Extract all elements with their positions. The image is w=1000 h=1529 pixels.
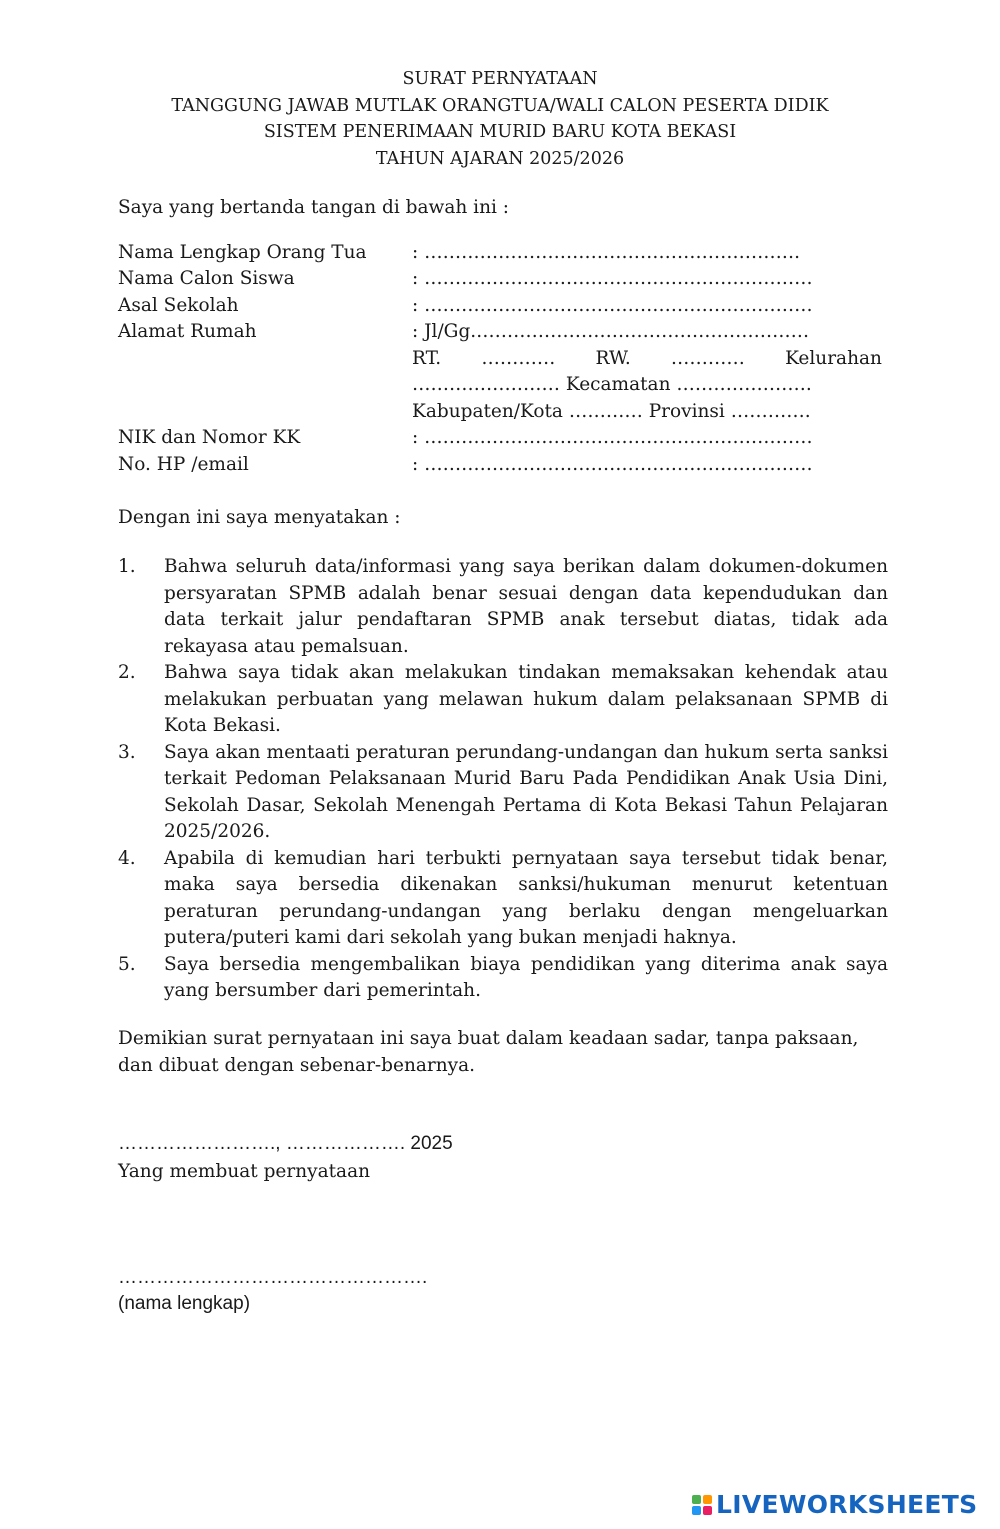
title-line-2: TANGGUNG JAWAB MUTLAK ORANGTUA/WALI CALON PESERTA DIDIK xyxy=(171,95,829,116)
list-item-text: Bahwa saya tidak akan melakukan tindakan memaksakan kehendak atau melakukan perbuatan yang melawan hukum dalam pelaksanaan SPMB di Kota Bekasi. xyxy=(164,662,888,736)
list-item-number: 3. xyxy=(118,741,136,763)
student-name-label: Nama Calon Siswa xyxy=(118,268,295,289)
list-item-text: Saya bersedia mengembalikan biaya pendidikan yang diterima anak saya yang bersumber dari pemerintah. xyxy=(164,953,888,1001)
parent-name-label: Nama Lengkap Orang Tua xyxy=(118,242,367,263)
list-item-number: 2. xyxy=(118,662,136,683)
title-line-1: SURAT PERNYATAAN xyxy=(402,69,598,89)
liveworksheets-logo-icon xyxy=(692,1495,712,1515)
list-item-text: Apabila di kemudian hari terbukti pernyataan saya tersebut tidak benar, maka saya bersedia dikenakan sanksi/hukuman menurut ketentuan peraturan perundang-undangan yang berlaku dengan mengeluarkan putera/puteri kami dari sekolah yang bukan menjadi haknya. xyxy=(164,847,888,948)
title-line-4: TAHUN AJARAN 2025/2026 xyxy=(375,148,625,169)
address-street-field[interactable]: : Jl/Gg.……………………………………………… xyxy=(412,321,810,342)
signature-name-field[interactable]: …………………………………………. xyxy=(118,1267,428,1288)
contact-field[interactable]: : ……………………………………………………… xyxy=(412,454,813,475)
address-kabupaten-field[interactable]: Kabupaten/Kota ………… Provinsi …………. xyxy=(412,401,811,422)
list-item xyxy=(118,554,888,660)
list-item xyxy=(118,846,888,952)
school-label: Asal Sekolah xyxy=(118,295,239,316)
watermark-text: LIVEWORKSHEETS xyxy=(716,1490,978,1519)
signer-role: Yang membuat pernyataan xyxy=(118,1161,371,1182)
list-item xyxy=(118,660,888,740)
nik-field[interactable]: : ……………………………………………………… xyxy=(412,427,813,448)
full-name-hint: (nama lengkap) xyxy=(118,1293,251,1314)
statement-intro: Dengan ini saya menyatakan : xyxy=(118,507,401,528)
contact-label: No. HP /email xyxy=(118,454,249,475)
nik-label: NIK dan Nomor KK xyxy=(118,427,301,448)
liveworksheets-watermark xyxy=(692,1490,977,1519)
list-item-text: Saya akan mentaati peraturan perundang-undangan dan hukum serta sanksi terkait Pedoman Pelaksanaan Murid Baru Pada Pendidikan Anak Usia Dini, Sekolah Dasar, Sekolah Menengah Pertama di Kota Bekasi Tahun Pelajaran 2025/2026. xyxy=(164,741,888,842)
list-item xyxy=(118,740,888,846)
address-kelurahan-label: Kelurahan xyxy=(785,348,882,369)
title-line-3: SISTEM PENERIMAAN MURID BARU KOTA BEKASI xyxy=(263,122,737,142)
list-item-number: 5. xyxy=(118,953,136,975)
list-item-number: 1. xyxy=(118,556,136,577)
address-rw-label: RW. xyxy=(595,348,631,369)
list-item-text: Bahwa seluruh data/informasi yang saya berikan dalam dokumen-dokumen persyaratan SPMB adalah benar sesuai dengan data kependudukan dan data terkait jalur pendaftaran SPMB anak tersebut diatas, tidak ada rekayasa atau pemalsuan. xyxy=(164,556,888,657)
list-item xyxy=(118,952,888,1005)
list-item-number: 4. xyxy=(118,847,136,869)
address-kecamatan-field[interactable]: …………………… Kecamatan …………………. xyxy=(412,374,812,395)
address-rw-field[interactable]: ………… xyxy=(670,348,745,369)
school-field[interactable]: : ……………………………………………………… xyxy=(412,295,813,316)
student-name-field[interactable]: : ……………………………………………………… xyxy=(412,268,813,289)
statement-list xyxy=(118,554,888,1005)
place-date-field[interactable]: ……………………., ………………. 2025 xyxy=(118,1133,453,1154)
closing-paragraph: Demikian surat pernyataan ini saya buat dalam keadaan sadar, tanpa paksaan, dan dibuat dengan sebenar-benarnya. xyxy=(118,1028,859,1076)
address-label: Alamat Rumah xyxy=(118,321,257,342)
intro-text: Saya yang bertanda tangan di bawah ini : xyxy=(118,197,510,218)
address-rt-rw-line xyxy=(412,346,882,373)
address-rt-field[interactable]: ………… xyxy=(481,348,556,369)
address-rt-label: RT. xyxy=(412,348,442,369)
document-title xyxy=(0,66,1000,172)
parent-name-field[interactable]: : ……………………………………………………. xyxy=(412,242,800,263)
